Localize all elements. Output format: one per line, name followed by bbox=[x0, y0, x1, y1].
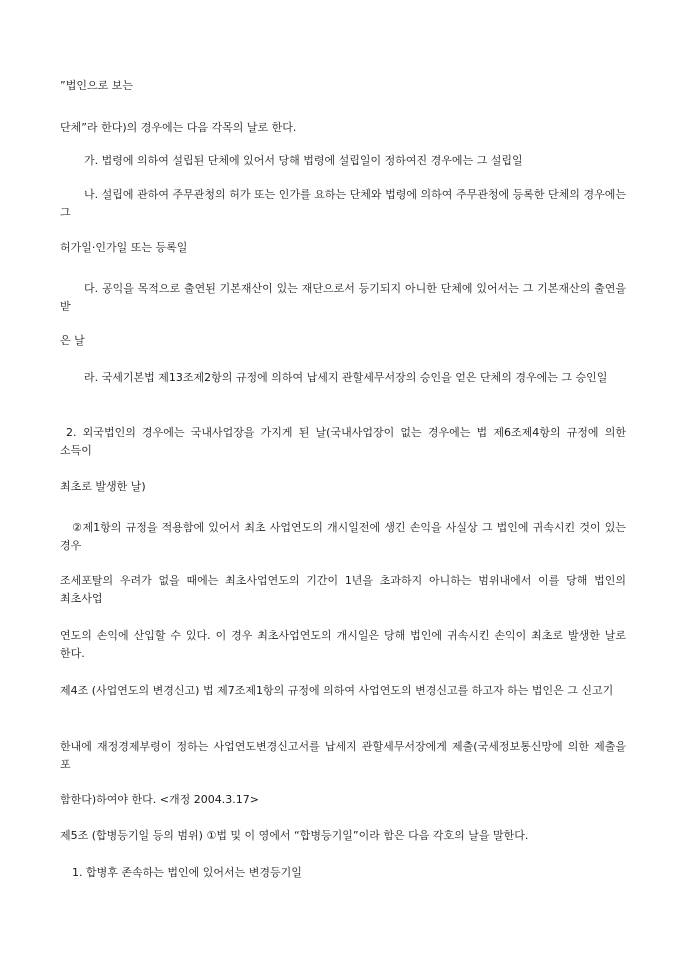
text-line-15: 한내에 재정경제부령이 정하는 사업연도변경신고서를 납세지 관할세무서장에게 제출(국세정보통신망에 의한 제출을 포 bbox=[60, 740, 626, 771]
text-line-8: 라. 국세기본법 제13조제2항의 규정에 의하여 납세지 관할세무서장의 승인을 얻은 단체의 경우에는 그 승인일 bbox=[84, 371, 608, 384]
text-line-18: 1. 합병후 존속하는 법인에 있어서는 변경등기일 bbox=[72, 866, 302, 879]
text-line-5: 허가일·인가일 또는 등록일 bbox=[60, 241, 188, 254]
text-line-4: 나. 설립에 관하여 주무관청의 허가 또는 인가를 요하는 단체와 법령에 의하여 주무관청에 등록한 단체의 경우에는 그 bbox=[60, 188, 626, 219]
text-line-9: 2. 외국법인의 경우에는 국내사업장을 가지게 된 날(국내사업장이 없는 경우에는 법 제6조제4항의 규정에 의한 소득이 bbox=[60, 426, 626, 457]
text-line-7: 은 날 bbox=[60, 334, 85, 347]
text-line-10: 최초로 발생한 날) bbox=[60, 480, 146, 493]
text-line-11: ②제1항의 규정을 적용함에 있어서 최초 사업연도의 개시일전에 생긴 손익을 사실상 그 법인에 귀속시킨 것이 있는 경우 bbox=[60, 521, 626, 552]
text-line-13: 연도의 손익에 산입할 수 있다. 이 경우 최초사업연도의 개시일은 당해 법인에 귀속시킨 손익이 최초로 발생한 날로 한다. bbox=[60, 629, 626, 660]
text-line-3: 가. 법령에 의하여 설립된 단체에 있어서 당해 법령에 설립일이 정하여진 경우에는 그 설립일 bbox=[84, 154, 523, 167]
text-line-14: 제4조 (사업연도의 변경신고) 법 제7조제1항의 규정에 의하여 사업연도의 변경신고를 하고자 하는 법인은 그 신고기 bbox=[60, 684, 614, 697]
text-line-12: 조세포탈의 우려가 없을 때에는 최초사업연도의 기간이 1년을 초과하지 아니하는 범위내에서 이를 당해 법인의 최초사업 bbox=[60, 574, 626, 605]
text-line-17: 제5조 (합병등기일 등의 범위) ①법 및 이 영에서 “합병등기일”이라 함은 다음 각호의 날을 말한다. bbox=[60, 829, 529, 842]
text-line-2: 단체”라 한다)의 경우에는 다음 각목의 날로 한다. bbox=[60, 121, 297, 134]
text-line-6: 다. 공익을 목적으로 출연된 기본재산이 있는 재단으로서 등기되지 아니한 단체에 있어서는 그 기본재산의 출연을 받 bbox=[60, 282, 626, 313]
text-line-16: 함한다)하여야 한다. <개정 2004.3.17> bbox=[60, 793, 259, 806]
text-line-1: ”법인으로 보는 bbox=[60, 79, 133, 92]
